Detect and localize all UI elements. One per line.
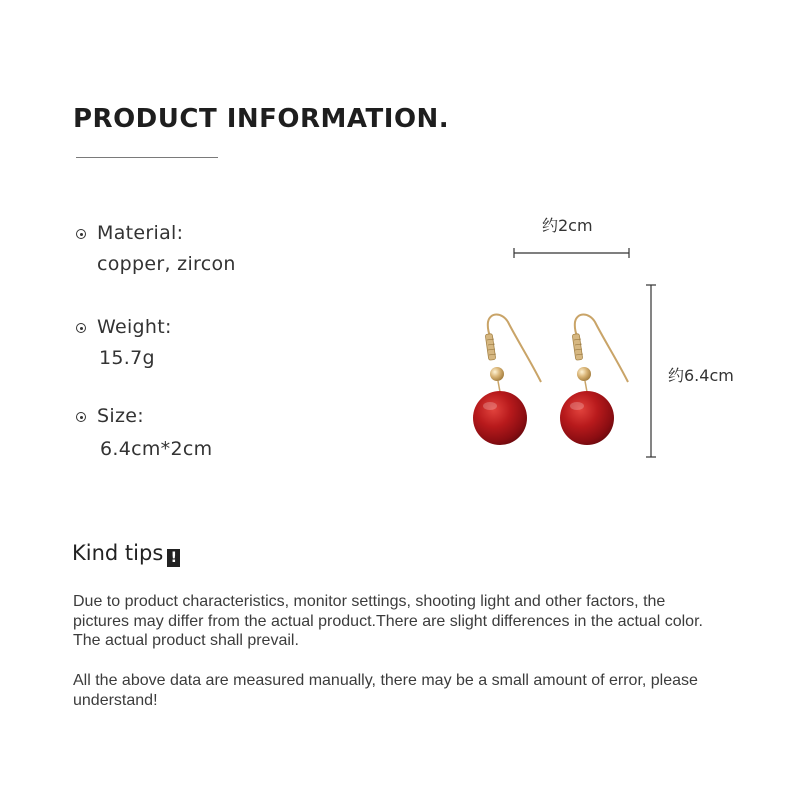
height-dimension-label: 约6.4cm xyxy=(668,366,734,385)
height-dimension-line xyxy=(646,285,656,457)
kind-tips-heading xyxy=(72,541,180,567)
left-earring xyxy=(473,315,541,446)
width-dimension-label: 约2cm xyxy=(542,216,593,235)
exclamation-icon: ! xyxy=(167,549,180,567)
spec-size-value: 6.4cm*2cm xyxy=(100,438,213,460)
kind-tips-label: Kind tips xyxy=(72,541,164,565)
page-title: PRODUCT INFORMATION. xyxy=(73,104,450,134)
title-underline xyxy=(76,157,218,158)
target-bullet-icon xyxy=(76,229,86,239)
spec-material-label: Material: xyxy=(97,222,184,244)
tips-paragraph-measurement: All the above data are measured manually, there may be a small amount of error, please understand! xyxy=(73,672,698,709)
spec-weight-value: 15.7g xyxy=(99,347,155,369)
target-bullet-icon xyxy=(76,323,86,333)
spec-weight-label: Weight: xyxy=(97,316,172,338)
target-bullet-icon xyxy=(76,412,86,422)
width-dimension-line xyxy=(514,248,629,258)
earrings-product-image xyxy=(460,230,700,470)
spec-material-value: copper, zircon xyxy=(97,253,236,275)
spec-size-label: Size: xyxy=(97,405,144,427)
right-earring xyxy=(560,315,628,446)
tips-paragraph-disclaimer: Due to product characteristics, monitor settings, shooting light and other factors, the pictures may differ from the actual product.There are slight differences in the actual color. The actual product shall prevail. xyxy=(73,593,703,649)
